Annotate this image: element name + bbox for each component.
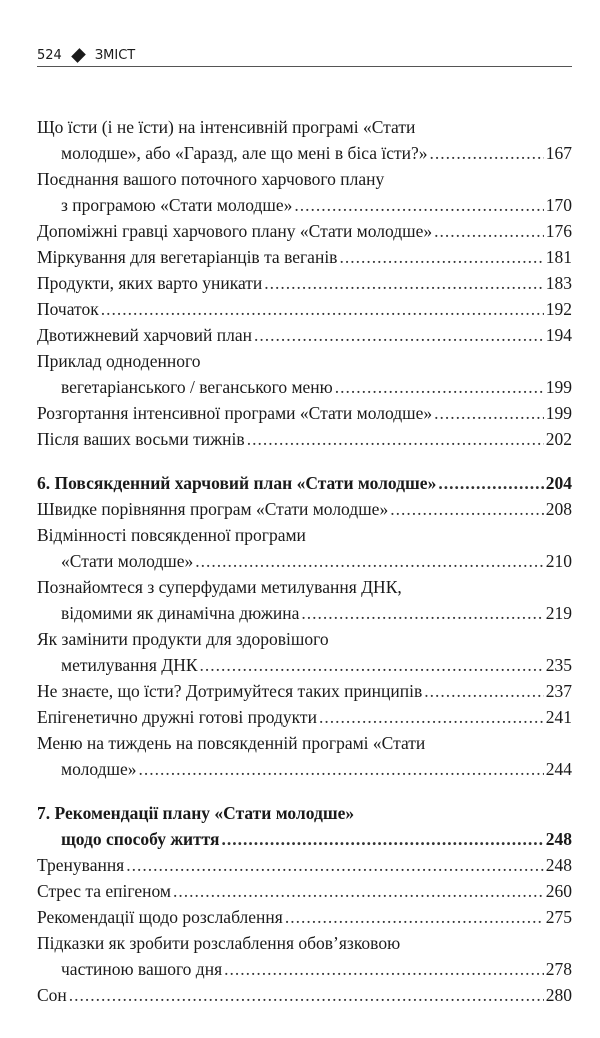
entry-row [37,296,572,322]
entry-title-line: відомими як динамічна дюжина [61,603,300,623]
entry-row [37,878,572,904]
page-number: 208 [545,499,572,519]
dot-leader [430,140,544,166]
toc-entry[interactable] [37,626,572,678]
page-number: 170 [545,195,572,215]
dot-leader [285,904,544,930]
toc-entry[interactable] [37,296,572,322]
entry-title-line: «Стати молодше» [61,551,194,571]
page-number: 248 [545,855,572,875]
dot-leader [434,400,544,426]
page-number: 204 [545,473,572,493]
dot-leader [126,852,544,878]
entry-row [37,678,572,704]
entry-title-line: Поєднання вашого поточного харчового плану [37,169,385,189]
running-title: ЗМІСТ [94,47,136,63]
entry-title-line: Міркування для вегетаріанців та веганів [37,247,338,267]
entry-title-line: Підказки як зробити розслаблення обов’язковою [37,933,401,953]
entry-title-line: 6. Повсякденний харчовий план «Стати молодше» [37,473,437,493]
dot-leader [195,548,544,574]
dot-leader [254,322,544,348]
page-number: 260 [545,881,572,901]
toc-entry[interactable] [37,218,572,244]
page-number: 181 [545,247,572,267]
entry-row [37,704,572,730]
dot-leader [247,426,544,452]
entry-row [37,826,572,852]
page-number: 183 [545,273,572,293]
toc-entry[interactable] [37,426,572,452]
table-of-contents [37,114,572,1026]
entry-row [37,192,572,218]
entry-title-line: Познайомтеся з суперфудами метилування ДНК, [37,577,402,597]
entry-title-line: Приклад одноденного [37,351,201,371]
page-number: 241 [545,707,572,727]
toc-entry[interactable] [37,244,572,270]
entry-title-line: 7. Рекомендації плану «Стати молодше» [37,803,355,823]
entry-title-line: Після ваших восьми тижнів [37,429,245,449]
entry-title-line: Рекомендації щодо розслаблення [37,907,283,927]
entry-title-line: Стрес та епігеном [37,881,171,901]
dot-leader [138,756,543,782]
running-header [37,44,572,66]
entry-title-line: Меню на тиждень на повсякденній програмі «Стати [37,733,426,753]
entry-row [37,496,572,522]
page-number: 275 [545,907,572,927]
toc-entry[interactable] [37,930,572,982]
toc-entry[interactable] [37,878,572,904]
entry-title-line: Швидке порівняння програм «Стати молодше» [37,499,389,519]
entry-title-line: Початок [37,299,99,319]
toc-entry[interactable] [37,982,572,1008]
toc-entry[interactable] [37,270,572,296]
page-number: 167 [545,143,572,163]
entry-row [37,600,572,626]
dot-leader [434,218,544,244]
entry-title-line: Допоміжні гравці харчового плану «Стати молодше» [37,221,433,241]
dot-leader [101,296,544,322]
entry-title-line: щодо способу життя [61,829,220,849]
entry-row [37,426,572,452]
entry-title-line: Як замінити продукти для здоровішого [37,629,329,649]
entry-title-line: метилування ДНК [61,655,198,675]
entry-title-line: вегетаріанського / веганського меню [61,377,333,397]
page-number: 176 [545,221,572,241]
toc-entry[interactable] [37,114,572,166]
dot-leader [200,652,544,678]
page-number: 248 [545,829,572,849]
dot-leader [339,244,543,270]
entry-title-line: Тренування [37,855,125,875]
toc-entry[interactable] [37,348,572,400]
dot-leader [69,982,544,1008]
page-number: 280 [545,985,572,1005]
toc-entry[interactable] [37,522,572,574]
entry-row [37,982,572,1008]
entry-title-line: Не знаєте, що їсти? Дотримуйтеся таких принципів [37,681,423,701]
dot-leader [335,374,544,400]
entry-title-line: Епігенетично дружні готові продукти [37,707,317,727]
chapter-entry[interactable] [37,800,572,852]
dot-leader [294,192,543,218]
toc-section [37,800,572,1008]
entry-row [37,244,572,270]
toc-entry[interactable] [37,496,572,522]
toc-section [37,470,572,782]
dot-leader [438,470,543,496]
entry-title-line: Сон [37,985,67,1005]
page-number: 278 [545,959,572,979]
dot-leader [224,956,544,982]
entry-title-line: Розгортання інтенсивної програми «Стати молодше» [37,403,433,423]
toc-entry[interactable] [37,730,572,782]
dot-leader [264,270,543,296]
diamond-icon [71,48,86,63]
toc-entry[interactable] [37,322,572,348]
entry-row [37,140,572,166]
entry-row [37,904,572,930]
page-number: 199 [545,377,572,397]
entry-title-line: з програмою «Стати молодше» [61,195,293,215]
page-number: 199 [545,403,572,423]
toc-entry[interactable] [37,678,572,704]
entry-row [37,956,572,982]
dot-leader [173,878,544,904]
entry-title-line: частиною вашого дня [61,959,223,979]
entry-row [37,374,572,400]
entry-row [37,322,572,348]
page-number: 192 [545,299,572,319]
page-number: 235 [545,655,572,675]
toc-entry[interactable] [37,166,572,218]
entry-title-line: Що їсти (і не їсти) на інтенсивній програмі «Стати [37,117,416,137]
page-number: 210 [545,551,572,571]
entry-title-line: Відмінності повсякденної програми [37,525,306,545]
dot-leader [390,496,544,522]
dot-leader [424,678,544,704]
chapter-entry[interactable] [37,470,572,496]
page-number: 524 [37,47,62,63]
page-number: 219 [545,603,572,623]
page-number: 194 [545,325,572,345]
dot-leader [222,826,544,852]
dot-leader [319,704,544,730]
entry-title-line: молодше» [61,759,137,779]
toc-entry[interactable] [37,574,572,626]
entry-row [37,218,572,244]
entry-row [37,652,572,678]
entry-title-line: Двотижневий харчовий план [37,325,252,345]
toc-entry[interactable] [37,400,572,426]
page-number: 237 [545,681,572,701]
entry-row [37,548,572,574]
toc-section [37,114,572,452]
toc-entry[interactable] [37,852,572,878]
dot-leader [301,600,543,626]
page-number: 244 [545,759,572,779]
entry-title-line: молодше», або «Гаразд, але що мені в біса їсти?» [61,143,428,163]
entry-row [37,400,572,426]
entry-row [37,756,572,782]
page-number: 202 [545,429,572,449]
entry-row [37,270,572,296]
entry-title-line: Продукти, яких варто уникати [37,273,263,293]
toc-entry[interactable] [37,704,572,730]
toc-entry[interactable] [37,904,572,930]
entry-row [37,852,572,878]
entry-row [37,470,572,496]
header-rule [37,66,572,67]
